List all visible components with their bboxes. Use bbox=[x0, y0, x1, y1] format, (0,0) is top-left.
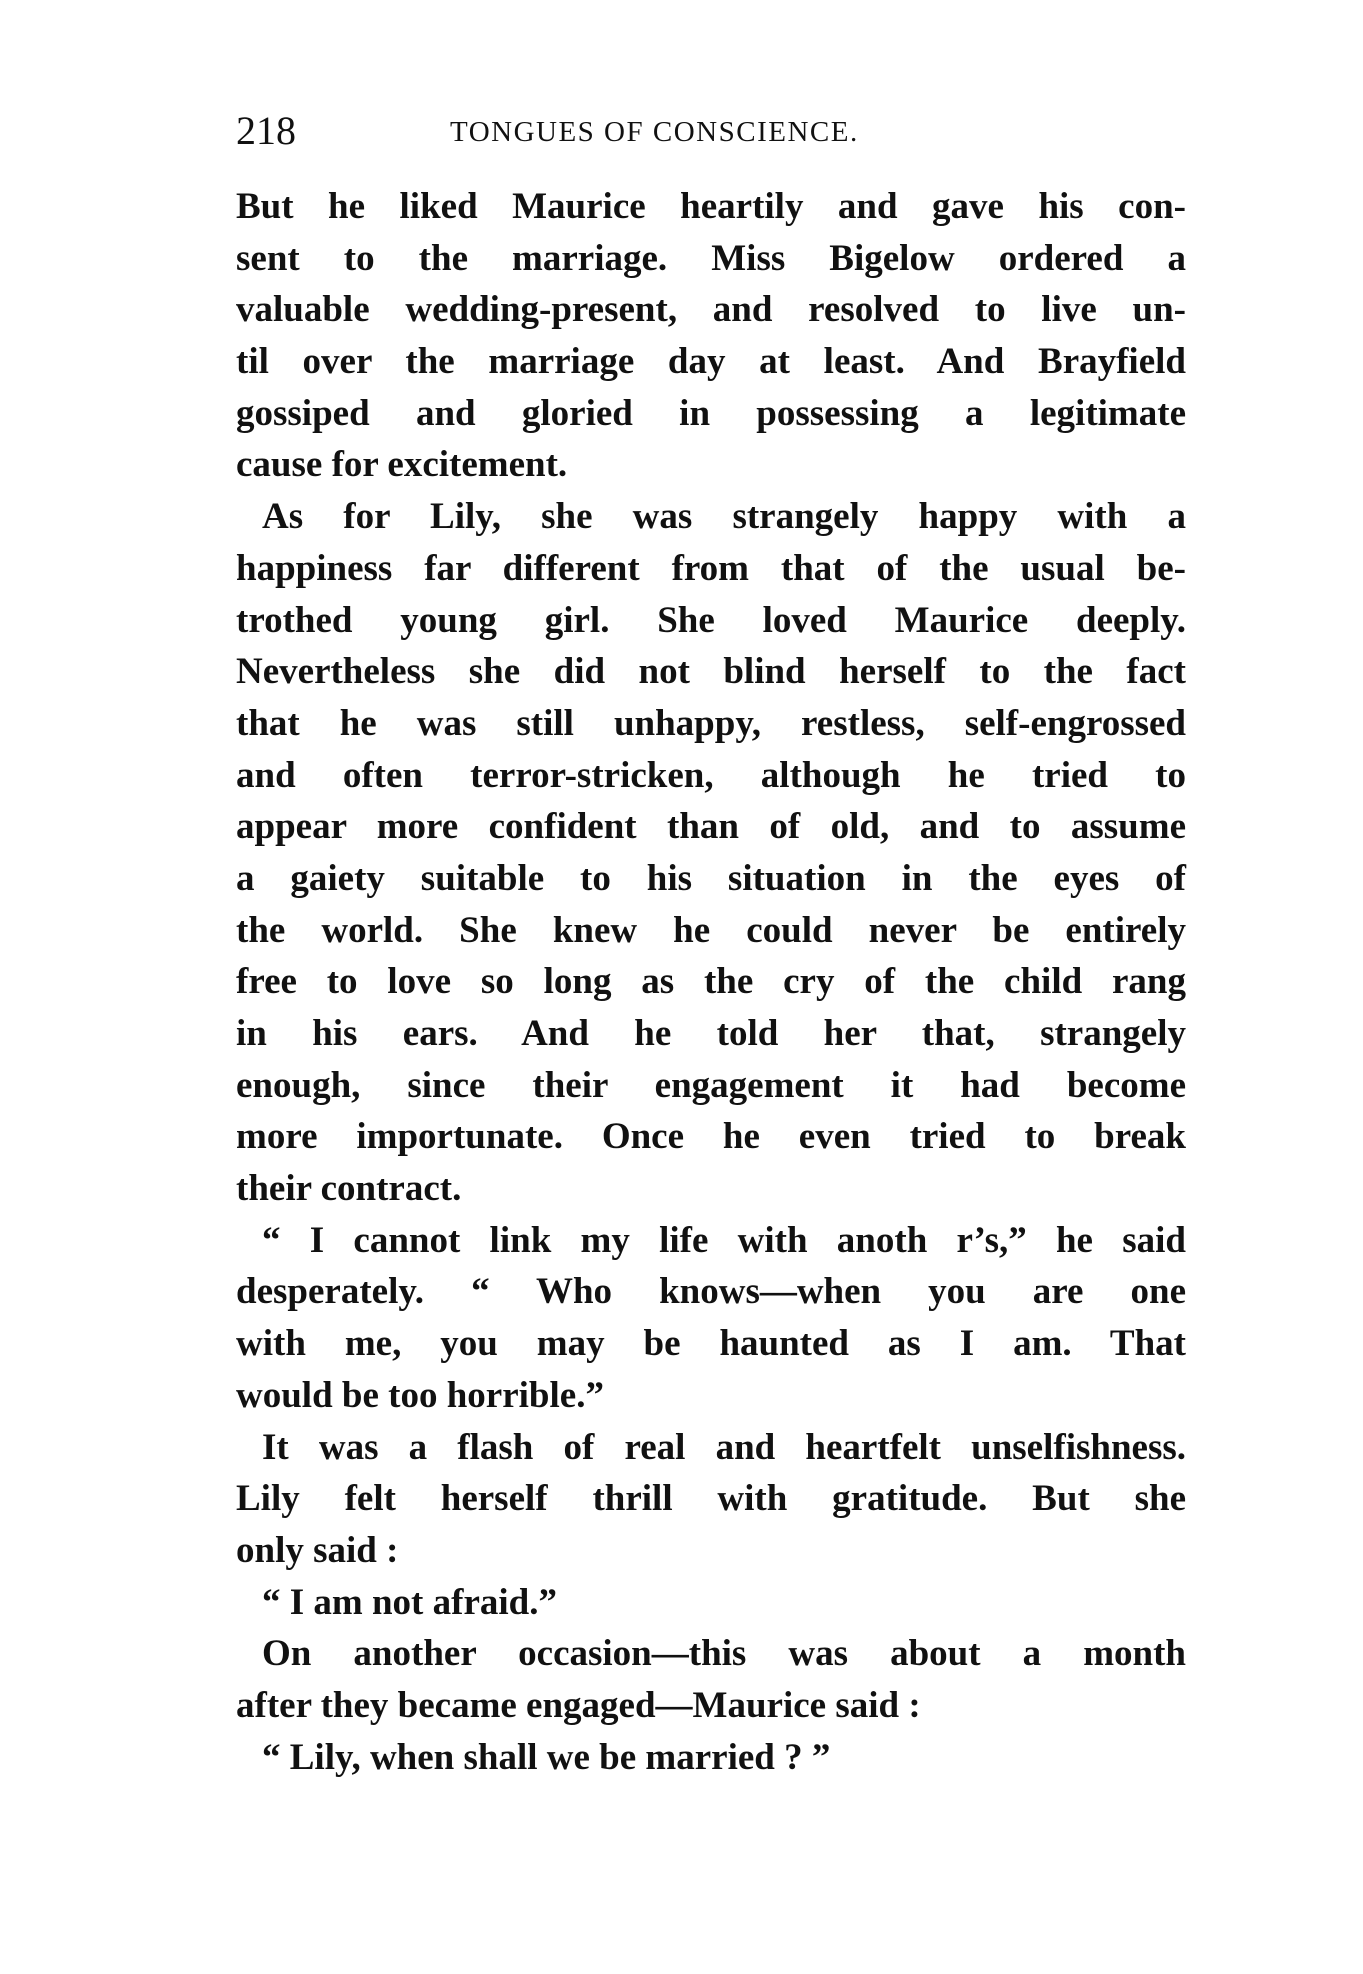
text-line: Nevertheless she did not blind herself to the fact bbox=[236, 651, 1186, 693]
text-line: “ I cannot link my life with anoth r’s,” he said bbox=[262, 1219, 1186, 1261]
text-line: On another occasion—this was about a month bbox=[262, 1633, 1186, 1675]
text-line: with me, you may be haunted as I am. That bbox=[236, 1323, 1186, 1365]
text-line: their contract. bbox=[236, 1168, 462, 1210]
text-line: desperately. “ Who knows—when you are one bbox=[236, 1271, 1186, 1313]
page-body bbox=[236, 181, 1186, 1783]
text-line: only said : bbox=[236, 1529, 399, 1571]
text-line: As for Lily, she was strangely happy with a bbox=[262, 496, 1186, 538]
text-line: happiness far different from that of the usual be- bbox=[236, 547, 1186, 589]
text-line: the world. She knew he could never be entirely bbox=[236, 909, 1186, 951]
text-line: more importunate. Once he even tried to break bbox=[236, 1116, 1186, 1158]
text-line: valuable wedding-present, and resolved to live un- bbox=[236, 289, 1186, 331]
text-line: after they became engaged—Maurice said : bbox=[236, 1684, 921, 1726]
running-header bbox=[236, 108, 1186, 154]
text-line: It was a flash of real and heartfelt unselfishness. bbox=[262, 1426, 1186, 1468]
text-line: But he liked Maurice heartily and gave his con- bbox=[236, 186, 1186, 227]
text-line: sent to the marriage. Miss Bigelow ordered a bbox=[236, 237, 1186, 279]
text-line: “ I am not afraid.” bbox=[262, 1581, 557, 1623]
text-line: Lily felt herself thrill with gratitude. But she bbox=[236, 1478, 1186, 1520]
text-line: trothed young girl. She loved Maurice deeply. bbox=[236, 599, 1186, 641]
text-line: gossiped and gloried in possessing a legitimate bbox=[236, 392, 1186, 434]
page-number: 218 bbox=[236, 108, 296, 153]
text-line: til over the marriage day at least. And Brayfield bbox=[236, 341, 1186, 383]
text-line: free to love so long as the cry of the child rang bbox=[236, 961, 1186, 1003]
text-line: that he was still unhappy, restless, self-engrossed bbox=[236, 702, 1186, 744]
text-line: enough, since their engagement it had become bbox=[236, 1064, 1186, 1106]
text-line: cause for excitement. bbox=[236, 444, 568, 486]
text-line: appear more confident than of old, and to assume bbox=[236, 806, 1186, 848]
text-line: a gaiety suitable to his situation in the eyes of bbox=[236, 857, 1186, 899]
text-line: would be too horrible.” bbox=[236, 1374, 604, 1416]
text-line: in his ears. And he told her that, strangely bbox=[236, 1013, 1186, 1054]
running-title: TONGUES OF CONSCIENCE. bbox=[450, 116, 859, 148]
text-line: and often terror-stricken, although he tried to bbox=[236, 754, 1186, 796]
text-line: “ Lily, when shall we be married ? ” bbox=[262, 1736, 831, 1778]
